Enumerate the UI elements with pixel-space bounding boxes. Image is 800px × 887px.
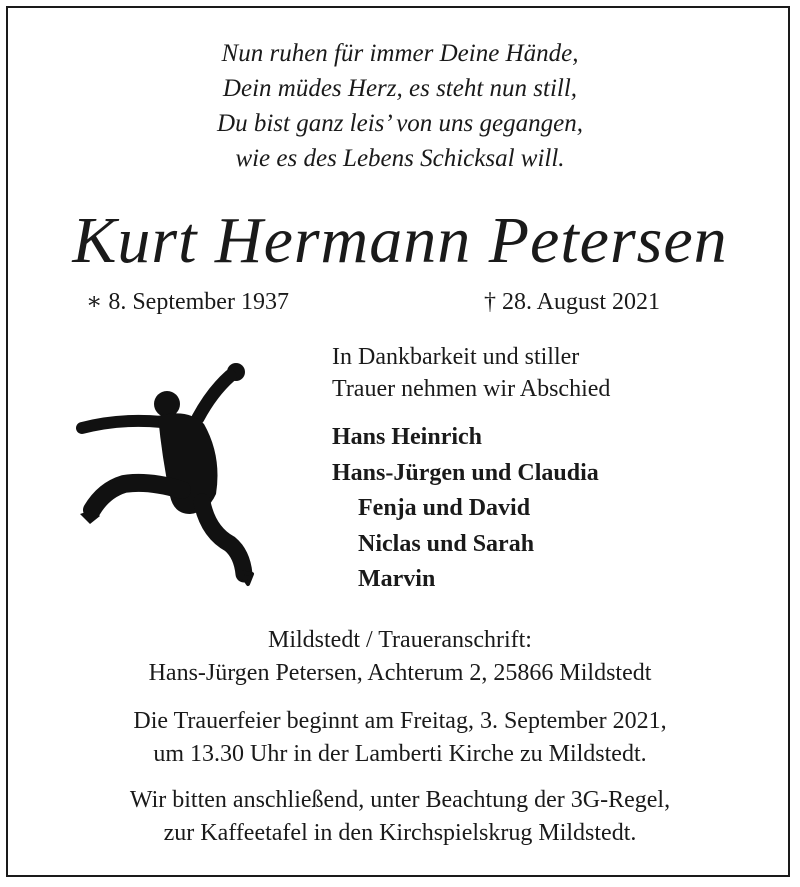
poem-line: Dein müdes Herz, es steht nun still, <box>222 75 578 102</box>
reception-info <box>0 784 800 850</box>
mourners-list <box>332 420 599 598</box>
poem-line: Nun ruhen für immer Deine Hände, <box>221 40 579 67</box>
poem-line: wie es des Lebens Schicksal will. <box>235 145 565 172</box>
reception-line: Wir bitten anschließend, unter Beachtung der 3G-Regel, <box>129 787 671 813</box>
ceremony-line: Die Trauerfeier beginnt am Freitag, 3. September 2021, <box>133 708 667 734</box>
address-line: Mildstedt / Traueranschrift: <box>268 627 532 653</box>
poem-line: Du bist ganz leis’ von uns gegangen, <box>217 110 583 137</box>
intro-line: In Dankbarkeit und stiller <box>332 344 580 370</box>
boule-player-silhouette-icon <box>70 352 260 592</box>
mourner-name: Niclas und Sarah <box>358 530 535 557</box>
birth-date: ∗ 8. September 1937 <box>86 289 289 315</box>
mourning-address <box>0 624 800 690</box>
deceased-name: Kurt Hermann Petersen <box>72 204 728 277</box>
poem <box>0 36 800 176</box>
mourners-intro <box>332 341 610 405</box>
intro-line: Trauer nehmen wir Abschied <box>332 376 611 402</box>
ceremony-line: um 13.30 Uhr in der Lamberti Kirche zu Mildstedt. <box>153 741 647 767</box>
funeral-service-info <box>0 705 800 771</box>
mourner-name: Marvin <box>358 566 436 592</box>
mourner-name: Hans-Jürgen und Claudia <box>332 459 599 486</box>
mourner-name: Hans Heinrich <box>332 424 483 450</box>
reception-line: zur Kaffeetafel in den Kirchspielskrug Mildstedt. <box>163 820 637 846</box>
address-line: Hans-Jürgen Petersen, Achterum 2, 25866 Mildstedt <box>148 660 652 686</box>
death-date: † 28. August 2021 <box>484 289 661 315</box>
mourner-name: Fenja und David <box>358 495 531 521</box>
